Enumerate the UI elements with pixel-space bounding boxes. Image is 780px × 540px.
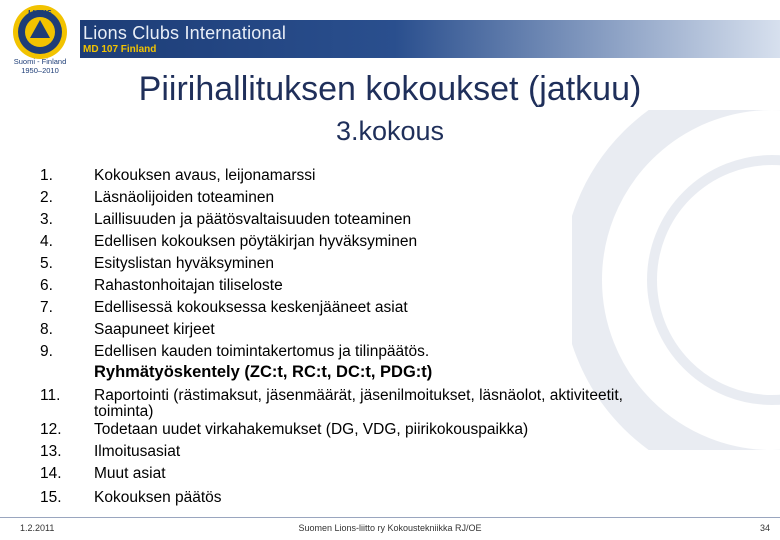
agenda-number: 12. bbox=[40, 421, 62, 438]
agenda-item: Kokouksen avaus, leijonamarssi bbox=[94, 167, 316, 184]
page-title: Piirihallituksen kokoukset (jatkuu) bbox=[138, 70, 642, 108]
agenda-item: Edellisen kauden toimintakertomus ja tilinpäätös. bbox=[94, 343, 430, 360]
agenda-number: 11. bbox=[40, 387, 61, 404]
logo-caption-country: Suomi - Finland bbox=[13, 57, 67, 66]
agenda-group-heading: Ryhmätyöskentely (ZC:t, RC:t, DC:t, PDG:t) bbox=[94, 363, 433, 381]
page-subtitle: 3.kokous bbox=[335, 116, 445, 146]
agenda-item: Raportointi (rästimaksut, jäsenmäärät, jäsenilmoitukset, läsnäolot, aktiviteetit, bbox=[94, 387, 623, 404]
agenda-item: Todetaan uudet virkahakemukset (DG, VDG, piirikokouspaikka) bbox=[94, 421, 529, 438]
footer-date: 1.2.2011 bbox=[20, 523, 55, 533]
agenda-item: Edellisen kokouksen pöytäkirjan hyväksyminen bbox=[94, 233, 418, 250]
logo-text: LIONS bbox=[28, 9, 52, 17]
agenda-number: 9. bbox=[40, 343, 53, 360]
agenda-number: 6. bbox=[40, 277, 53, 294]
agenda-item: Kokouksen päätös bbox=[94, 489, 222, 506]
agenda-item-continuation: toiminta) bbox=[94, 403, 154, 420]
agenda-number: 8. bbox=[40, 321, 53, 338]
agenda-item: Saapuneet kirjeet bbox=[94, 321, 215, 338]
agenda-number: 2. bbox=[40, 189, 53, 206]
agenda-number: 13. bbox=[40, 443, 62, 460]
agenda-number: 14. bbox=[40, 465, 62, 482]
logo-caption bbox=[6, 57, 74, 75]
agenda-item: Esityslistan hyväksyminen bbox=[94, 255, 275, 272]
agenda-item: Edellisessä kokouksessa keskenjääneet asiat bbox=[94, 299, 408, 316]
logo-caption-years: 1950–2010 bbox=[21, 66, 59, 75]
lions-logo-icon bbox=[12, 4, 68, 60]
agenda-number: 15. bbox=[40, 489, 62, 506]
district-name: MD 107 Finland bbox=[83, 44, 157, 55]
brand-name: Lions Clubs International bbox=[83, 23, 287, 43]
agenda-number: 4. bbox=[40, 233, 53, 250]
agenda-number: 7. bbox=[40, 299, 53, 316]
footer-divider bbox=[0, 517, 780, 518]
agenda-number: 3. bbox=[40, 211, 53, 228]
footer-organization: Suomen Lions-liitto ry Kokoustekniikka RJ/OE bbox=[298, 523, 482, 533]
agenda-number: 1. bbox=[40, 167, 53, 184]
agenda-item: Muut asiat bbox=[94, 465, 166, 482]
agenda-item: Rahastonhoitajan tiliseloste bbox=[94, 277, 283, 294]
agenda-item: Ilmoitusasiat bbox=[94, 443, 181, 460]
agenda-item: Laillisuuden ja päätösvaltaisuuden toteaminen bbox=[94, 211, 412, 228]
page-number: 34 bbox=[759, 523, 770, 533]
agenda-item: Läsnäolijoiden toteaminen bbox=[94, 189, 275, 206]
agenda-number: 5. bbox=[40, 255, 53, 272]
